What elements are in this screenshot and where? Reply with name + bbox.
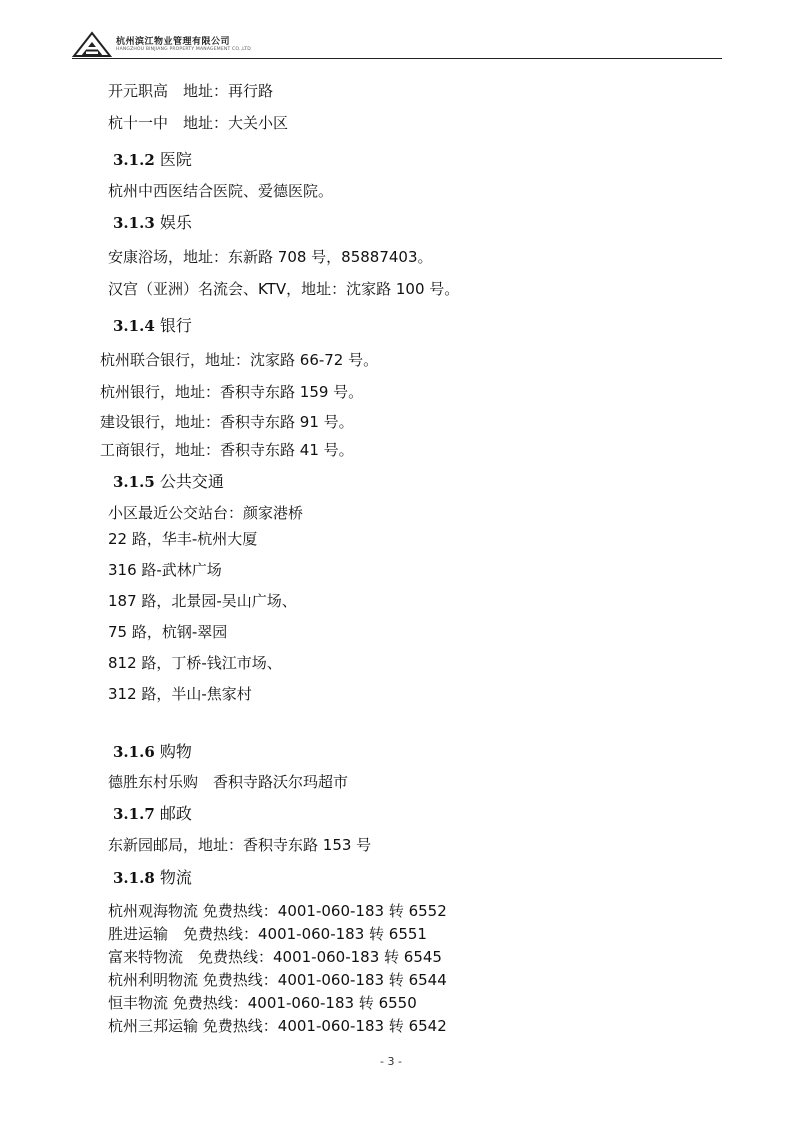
logistics-item: 富来特物流 免费热线：4001-060-183 转 6545 [108,948,442,966]
section-number: 3.1.7 [113,805,155,823]
section-heading-entertainment [113,213,192,233]
section-title: 公共交通 [159,472,224,491]
transit-item: 75 路，杭钢-翠园 [108,623,228,641]
transit-item: 187 路，北景园-吴山广场、 [108,592,297,610]
section-number: 3.1.8 [113,869,155,887]
transit-item: 316 路-武林广场 [108,561,222,579]
section-title: 物流 [159,868,192,887]
section-title: 邮政 [159,804,192,823]
transit-item: 小区最近公交站台：颜家港桥 [108,504,304,522]
bank-item: 建设银行，地址：香积寺东路 91 号。 [100,413,354,431]
section-heading-logistics [113,868,192,888]
company-name-cn: 杭州滨江物业管理有限公司 [116,37,231,47]
logistics-item: 杭州利明物流 免费热线：4001-060-183 转 6544 [108,971,447,989]
section-heading-transit [113,472,224,492]
page-header [72,30,251,58]
bank-item: 杭州联合银行，地址：沈家路 66-72 号。 [100,351,379,369]
logistics-item: 恒丰物流 免费热线：4001-060-183 转 6550 [108,994,417,1012]
school-item: 开元职高 地址：再行路 [108,82,274,100]
transit-item: 22 路，华丰-杭州大厦 [108,530,258,548]
transit-item: 812 路，丁桥-钱江市场、 [108,654,282,672]
school-item: 杭十一中 地址：大关小区 [108,114,289,132]
section-number: 3.1.5 [113,473,155,491]
section-number: 3.1.2 [113,151,155,169]
bank-item: 工商银行，地址：香积寺东路 41 号。 [100,441,354,459]
transit-item: 312 路，半山-焦家村 [108,685,252,703]
header-divider [72,58,722,59]
section-heading-hospital [113,150,192,170]
section-title: 医院 [159,150,192,169]
section-heading-post [113,804,192,824]
entertainment-item: 汉宫（亚洲）名流会、KTV，地址：沈家路 100 号。 [108,280,460,298]
hospital-text: 杭州中西医结合医院、爱德医院。 [108,182,334,200]
section-number: 3.1.6 [113,743,155,761]
entertainment-item: 安康浴场，地址：东新路 708 号，85887403。 [108,248,433,266]
shopping-text: 德胜东村乐购 香积寺路沃尔玛超市 [108,773,349,791]
section-number: 3.1.3 [113,214,155,232]
logistics-item: 杭州观海物流 免费热线：4001-060-183 转 6552 [108,902,447,920]
section-title: 银行 [159,316,192,335]
section-title: 娱乐 [159,213,192,232]
section-title: 购物 [159,742,192,761]
bank-item: 杭州银行，地址：香积寺东路 159 号。 [100,383,364,401]
section-heading-shopping [113,742,192,762]
company-name-en: HANGZHOU BINJIANG PROPERTY MANAGEMENT CO.,LTD [116,47,251,52]
page-number: - 3 - [380,1055,402,1068]
post-text: 东新园邮局，地址：香积寺东路 153 号 [108,836,372,854]
logistics-item: 杭州三邦运输 免费热线：4001-060-183 转 6542 [108,1017,447,1035]
logistics-item: 胜进运输 免费热线：4001-060-183 转 6551 [108,925,427,943]
section-heading-bank [113,316,192,336]
section-number: 3.1.4 [113,317,155,335]
company-logo-icon [72,30,112,58]
